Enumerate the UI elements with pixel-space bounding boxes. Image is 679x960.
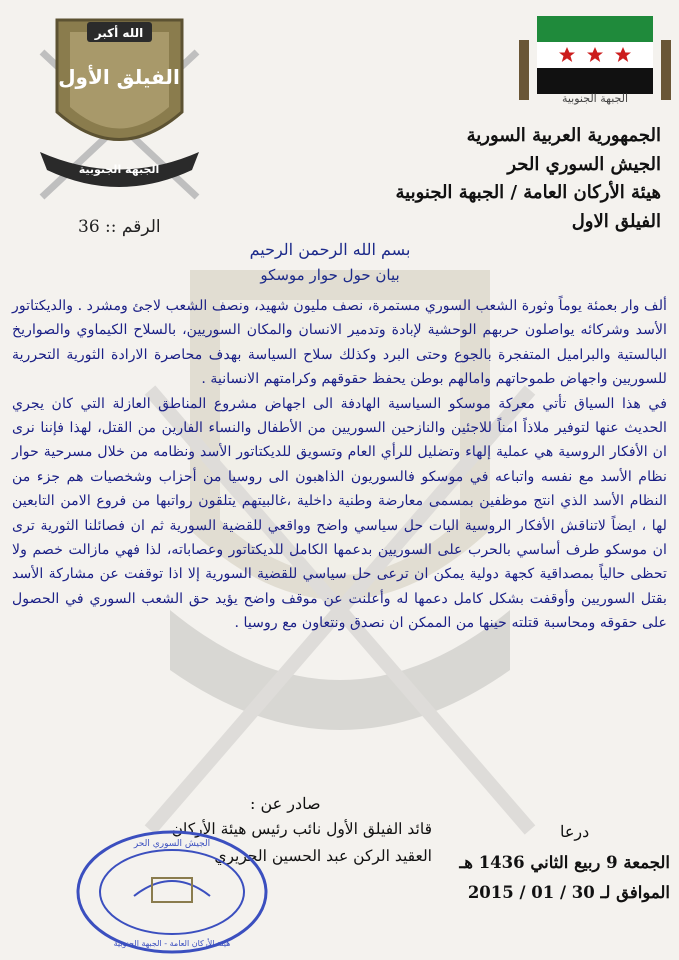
emblem-main-text: الفيلق الأول <box>58 65 180 89</box>
date-hijri: الجمعة 9 ربيع الثاني 1436 هـ <box>459 853 670 872</box>
emblem-top-text: الله أكبر <box>94 26 144 40</box>
basmala: بسم الله الرحمن الرحيم <box>249 240 411 259</box>
first-corps-emblem <box>32 12 207 202</box>
letterhead <box>361 122 661 236</box>
date-block <box>420 848 670 908</box>
statement-body <box>12 294 667 636</box>
header-staff: هيئة الأركان العامة / الجبهة الجنوبية <box>395 182 661 203</box>
header-corps: الفيلق الاول <box>571 210 661 232</box>
signatory-title: قائد الفيلق الأول نائب رئيس هيئة الأركان <box>171 820 432 838</box>
location: درعا <box>560 822 590 841</box>
emblem-ribbon-text: الجبهة الجنوبية <box>78 163 160 176</box>
header-army: الجيش السوري الحر <box>507 153 661 175</box>
flag-caption: الجبهة الجنوبية <box>561 92 629 105</box>
body-paragraph: ألف وار بعمئة يوماً وثورة الشعب السوري مستمرة، نصف مليون شهيد، ونصف الشعب لاجئ ومشرد . والديكتاتور الأسد وشركائه يواصلون حربهم الوحشية لإبادة وتدمير الانسان والمكان السوريين، بالسلاح الكيماوي والصواريخ البالستية والبراميل المتفجرة بالجوع وحتى البرد وكذلك سلاح السياسة بهدف محاصرة الارادة الثورية التحررية للسوريين واجهاض طموحاتهم وامالهم بوطن يحفظ حقوقهم وكرامتهم الانسانية . <box>12 298 667 388</box>
issued-by-label: صادر عن : <box>250 794 321 813</box>
header-republic: الجمهورية العربية السورية <box>466 125 661 146</box>
reference-number: الرقم :: 36 <box>78 217 161 237</box>
stamp-ring-text: الجيش السوري الحر <box>133 839 211 849</box>
signatory-name: العقيد الركن عبد الحسين الحريري <box>214 847 432 865</box>
statement-subject: بيان حول حوار موسكو <box>260 266 400 284</box>
date-gregorian: الموافق لـ 30 / 01 / 2015 <box>467 883 670 902</box>
official-stamp <box>72 826 272 958</box>
body-paragraph: في هذا السياق تأتي معركة موسكو السياسية الهادفة الى اجهاض مشروع المناطق العازلة التي كان يجري الحديث عنها لتوفير ملاذاً امناً للاجئين والنازحين السوريين من الأطفال والنساء الفارين من القتل، لهذا فإننا نرى ان الأفكار الروسية هي عملية إلهاء وتضليل للرأي العام وتسويق للديكتاتور الأسد ونظامه من خلال مسرحية حوار نظام الأسد مع نفسه واتباعه في موسكو فالسوريون الذاهبون الى روسيا من أحزاب وشخصيات هم جزء من النظام الأسد الذي انتج موظفين بمسمى معارضة وطنية داخلية ،غالبيتهم يتلقون رواتبها من فروع الامن التابعين لها ، ايضاً لاتناقش الأفكار الروسية اليات حل سياسي واضح وواقعي للقضية السورية ثم ان فصائلنا الثورية ترى ان موسكو طرف أساسي بالحرب على السوريين بدعمها الكامل للديكتاتور وعصاباته، لذا فهي مازالت خصم ولا تحظى حالياً بمصداقية كجهة دولية يمكن ان ترعى حل سياسي للقضية السورية إلا اذا توقفت عن مشاركة الأسد بقتل السوريين وأوقفت بشكل كامل دعمها له وأعلنت عن موقف واضح يؤيد حق الشعب السوري في الحصول على حقوقه ومحاسبة قتلته حينها من الممكن ان نصدق ونتعاون مع روسيا . <box>12 395 667 632</box>
stamp-bottom-text: هيئة الأركان العامة - الجبهة الجنوبية <box>113 939 231 948</box>
